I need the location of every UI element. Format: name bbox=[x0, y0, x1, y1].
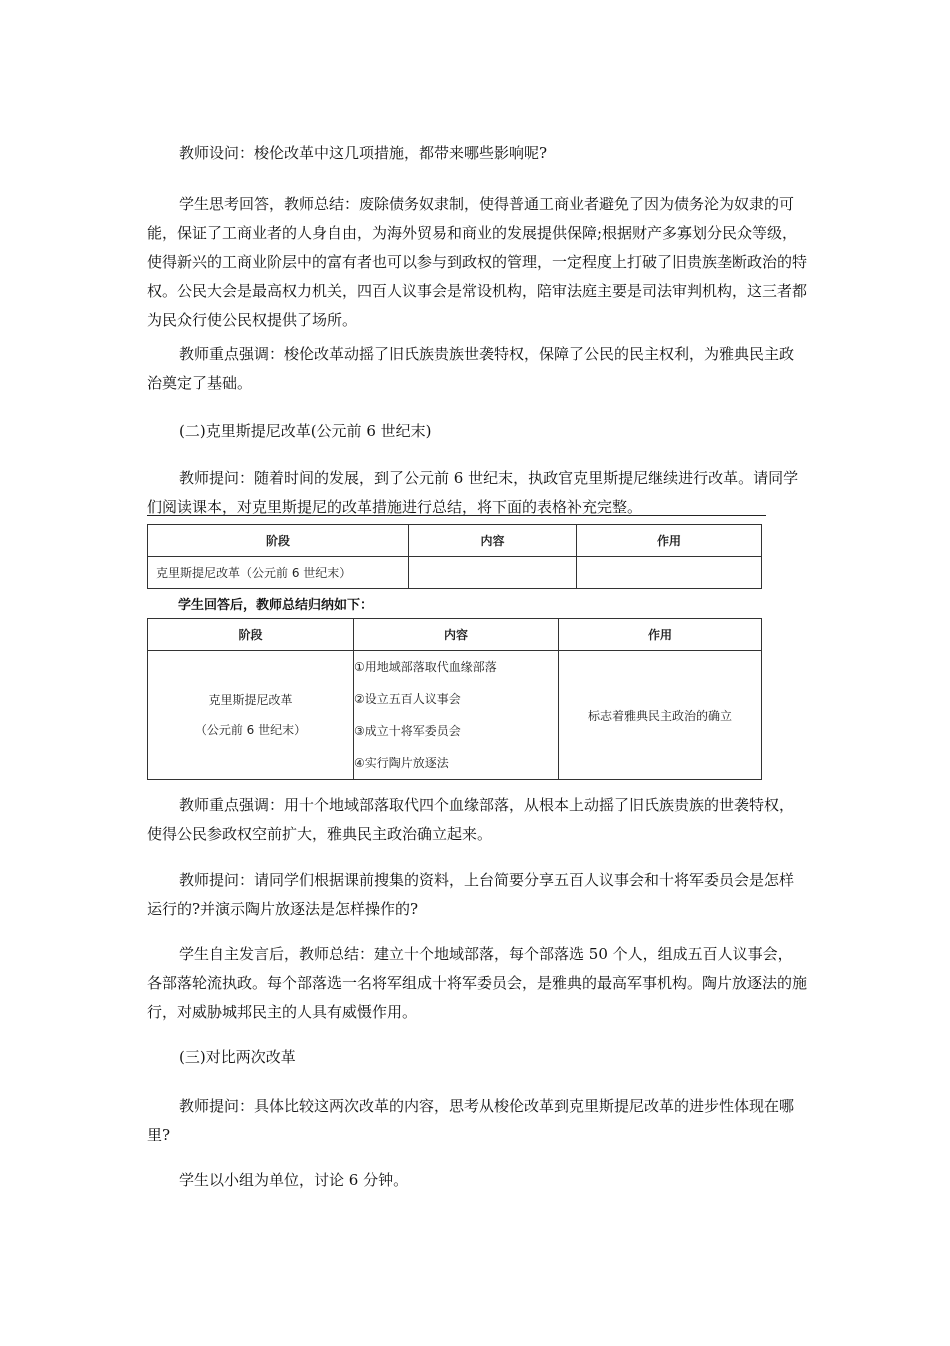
table-blank-stage-cell: 克里斯提尼改革（公元前 6 世纪末） bbox=[148, 557, 409, 589]
divider-line bbox=[147, 515, 766, 516]
table-blank bbox=[147, 524, 762, 589]
content-item-2: ②设立五百人议事会 bbox=[354, 692, 461, 706]
table-summary-header-content: 内容 bbox=[354, 619, 559, 651]
paragraph-group-discussion: 学生以小组为单位，讨论 6 分钟。 bbox=[179, 1171, 409, 1189]
content-item-1: ①用地域部落取代血缘部落 bbox=[354, 660, 497, 674]
content-item-4: ④实行陶片放逐法 bbox=[354, 756, 449, 770]
table-blank-content-cell bbox=[409, 557, 577, 589]
section-heading-3: (三)对比两次改革 bbox=[179, 1048, 296, 1066]
table-blank-header-effect: 作用 bbox=[577, 525, 762, 557]
table-blank-effect-cell bbox=[577, 557, 762, 589]
table-caption: 学生回答后，教师总结归纳如下： bbox=[178, 598, 374, 613]
paragraph-teacher-emphasis-1: 教师重点强调：梭伦改革动摇了旧氏族贵族世袭特权，保障了公民的民主权利，为雅典民主政治奠定了基础。 bbox=[147, 345, 795, 392]
paragraph-teacher-question-4: 教师提问：具体比较这两次改革的内容，思考从梭伦改革到克里斯提尼改革的进步性体现在哪里? bbox=[147, 1097, 795, 1144]
paragraph-teacher-emphasis-2: 教师重点强调：用十个地域部落取代四个血缘部落，从根本上动摇了旧氏族贵族的世袭特权，使得公民参政权空前扩大，雅典民主政治确立起来。 bbox=[147, 796, 795, 843]
stage-line-1: 克里斯提尼改革 bbox=[208, 693, 293, 707]
paragraph-student-answer-summary: 学生思考回答，教师总结：废除债务奴隶制，使得普通工商业者避免了因为债务沦为奴隶的可能，保证了工商业者的人身自由，为海外贸易和商业的发展提供保障;根据财产多寡划分民众等级，使得新兴的工商业阶层中的富有者也可以参与到政权的管理，一定程度上打破了旧贵族垄断政治的特权。公民大会是最高权力机关，四百人议事会是常设机构，陪审法庭主要是司法审判机构，这三者都为民众行使公民权提供了场所。 bbox=[147, 195, 808, 329]
table-summary-header-effect: 作用 bbox=[559, 619, 762, 651]
section-heading-2: (二)克里斯提尼改革(公元前 6 世纪末) bbox=[179, 422, 432, 440]
table-blank-header-content: 内容 bbox=[409, 525, 577, 557]
content-item-3: ③成立十将军委员会 bbox=[354, 724, 461, 738]
table-summary-content-cell bbox=[354, 651, 559, 780]
paragraph-teacher-question-1: 教师设问：梭伦改革中这几项措施，都带来哪些影响呢? bbox=[179, 144, 548, 162]
table-summary-stage-cell bbox=[148, 651, 354, 780]
table-summary-effect-cell: 标志着雅典民主政治的确立 bbox=[559, 651, 762, 780]
paragraph-student-speech-summary: 学生自主发言后，教师总结：建立十个地域部落，每个部落选 50 个人，组成五百人议事会，各部落轮流执政。每个部落选一名将军组成十将军委员会，是雅典的最高军事机构。陶片放逐法的施行，对威胁城邦民主的人具有威慑作用。 bbox=[147, 945, 808, 1021]
table-summary-header-stage: 阶段 bbox=[148, 619, 354, 651]
paragraph-teacher-question-2: 教师提问：随着时间的发展，到了公元前 6 世纪末，执政官克里斯提尼继续进行改革。请同学们阅读课本，对克里斯提尼的改革措施进行总结，将下面的表格补充完整。 bbox=[147, 469, 799, 516]
table-blank-header-stage: 阶段 bbox=[148, 525, 409, 557]
table-summary bbox=[147, 618, 762, 780]
stage-line-2: （公元前 6 世纪末） bbox=[194, 723, 307, 737]
paragraph-teacher-question-3: 教师提问：请同学们根据课前搜集的资料，上台简要分享五百人议事会和十将军委员会是怎样运行的?并演示陶片放逐法是怎样操作的? bbox=[147, 871, 795, 918]
